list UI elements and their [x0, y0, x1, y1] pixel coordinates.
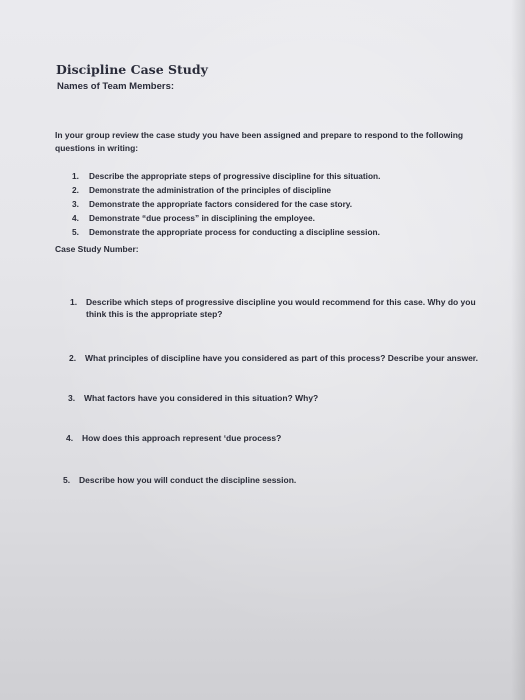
question-item: 1. Describe which steps of progressive discipline you would recommend for this case. Why do you think this is the appropriate step? [70, 297, 476, 319]
instructions-text: In your group review the case study you have been assigned and prepare to respond to the following questions in writing: [55, 130, 464, 153]
objectives-list [72, 169, 380, 239]
document-title: Discipline Case Study [56, 62, 208, 77]
objective-item: 1. Describe the appropriate steps of progressive discipline for this situation. [72, 171, 381, 181]
team-members-label: Names of Team Members: [57, 81, 175, 92]
objective-item: 5. Demonstrate the appropriate process for conducting a discipline session. [72, 227, 380, 237]
objective-item: 3. Demonstrate the appropriate factors considered for the case story. [72, 199, 353, 209]
question-item: 5. Describe how you will conduct the discipline session. [63, 475, 297, 485]
question-item: 4. How does this approach represent ‘due process? [66, 433, 282, 443]
case-study-number-label: Case Study Number: [55, 244, 139, 254]
question-item: 2. What principles of discipline have you considered as part of this process? Describe your answer. [69, 353, 479, 363]
paper-edge-shadow [511, 0, 525, 700]
objective-item: 4. Demonstrate “due process” in disciplining the employee. [72, 213, 315, 223]
objective-item: 2. Demonstrate the administration of the principles of discipline [72, 185, 332, 195]
question-item: 3. What factors have you considered in this situation? Why? [68, 393, 319, 403]
